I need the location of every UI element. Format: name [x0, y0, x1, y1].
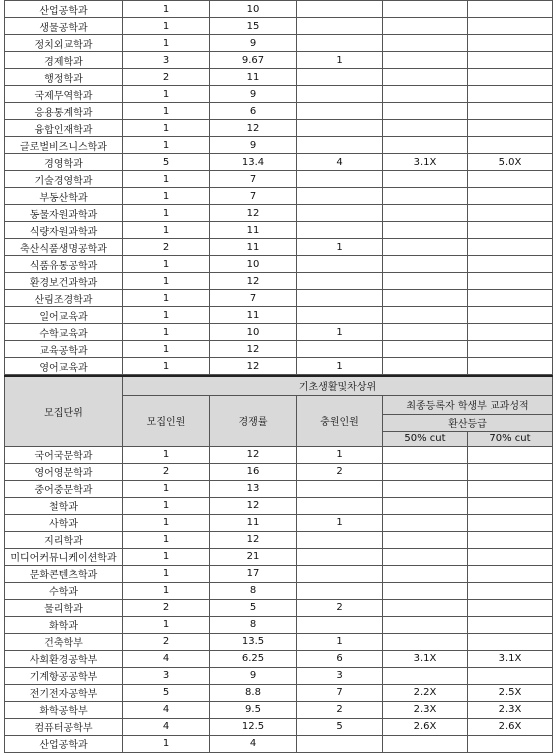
cut70-cell [468, 1, 553, 18]
competition-cell: 7 [210, 290, 297, 307]
competition-cell: 10 [210, 324, 297, 341]
extra-cell [297, 205, 383, 222]
extra-cell [297, 616, 383, 633]
cut70-cell [468, 341, 553, 358]
table-row [5, 103, 553, 120]
table-row [5, 188, 553, 205]
recruit-cell: 1 [123, 582, 210, 599]
top-table-body [5, 1, 553, 375]
table-row [5, 35, 553, 52]
cut70-cell: 2.3X [468, 701, 553, 718]
cut70-cell [468, 86, 553, 103]
table-row [5, 290, 553, 307]
unit-cell: 정치외교학과 [5, 35, 123, 52]
unit-cell: 화학과 [5, 616, 123, 633]
cut50-cell [383, 18, 468, 35]
table-row [5, 52, 553, 69]
extra-cell [297, 341, 383, 358]
cut50-cell [383, 1, 468, 18]
recruit-cell: 4 [123, 650, 210, 667]
competition-cell: 12 [210, 497, 297, 514]
recruit-cell: 1 [123, 324, 210, 341]
cut50-cell [383, 307, 468, 324]
table-row [5, 69, 553, 86]
extra-cell: 2 [297, 701, 383, 718]
competition-cell: 16 [210, 463, 297, 480]
competition-cell: 5 [210, 599, 297, 616]
recruit-cell: 1 [123, 531, 210, 548]
recruit-cell: 1 [123, 188, 210, 205]
cut70-cell: 5.0X [468, 154, 553, 171]
bottom-table [4, 375, 553, 753]
cut50-cell [383, 446, 468, 463]
unit-cell: 전기전자공학부 [5, 684, 123, 701]
cut50-cell [383, 290, 468, 307]
table-row [5, 718, 553, 735]
competition-cell: 11 [210, 69, 297, 86]
table-header [5, 376, 553, 446]
competition-cell: 12 [210, 341, 297, 358]
recruit-cell: 1 [123, 341, 210, 358]
cut50-header: 50% cut [383, 431, 468, 446]
table-row [5, 273, 553, 290]
unit-cell: 기술경영학과 [5, 171, 123, 188]
competition-header: 경쟁률 [210, 395, 297, 446]
extra-cell: 2 [297, 463, 383, 480]
recruit-cell: 1 [123, 565, 210, 582]
unit-cell: 동물자원과학과 [5, 205, 123, 222]
competition-cell: 11 [210, 514, 297, 531]
unit-cell: 교육공학과 [5, 341, 123, 358]
cut50-cell [383, 582, 468, 599]
unit-cell: 축산식품생명공학과 [5, 239, 123, 256]
cut50-cell: 3.1X [383, 650, 468, 667]
extra-cell [297, 137, 383, 154]
unit-cell: 영어영문학과 [5, 463, 123, 480]
table-row [5, 650, 553, 667]
cut50-cell [383, 171, 468, 188]
unit-cell: 국어국문학과 [5, 446, 123, 463]
recruit-cell: 2 [123, 69, 210, 86]
table-row [5, 307, 553, 324]
cut70-cell [468, 324, 553, 341]
cut50-cell [383, 188, 468, 205]
table-row [5, 633, 553, 650]
competition-cell: 9 [210, 137, 297, 154]
cut50-cell [383, 256, 468, 273]
table-row [5, 341, 553, 358]
table-row [5, 18, 553, 35]
competition-cell: 8 [210, 616, 297, 633]
competition-cell: 7 [210, 188, 297, 205]
competition-cell: 21 [210, 548, 297, 565]
cut50-cell [383, 514, 468, 531]
cut50-cell [383, 497, 468, 514]
cut70-cell [468, 480, 553, 497]
cut50-cell: 2.2X [383, 684, 468, 701]
table-row [5, 154, 553, 171]
unit-cell: 영어교육과 [5, 358, 123, 375]
recruit-cell: 3 [123, 667, 210, 684]
top-table [4, 0, 553, 375]
cut70-cell [468, 273, 553, 290]
recruit-cell: 5 [123, 684, 210, 701]
competition-cell: 12 [210, 120, 297, 137]
extra-cell [297, 548, 383, 565]
extra-cell: 1 [297, 324, 383, 341]
extra-cell [297, 480, 383, 497]
competition-cell: 13.5 [210, 633, 297, 650]
competition-cell: 7 [210, 171, 297, 188]
recruit-cell: 1 [123, 480, 210, 497]
recruit-cell: 1 [123, 273, 210, 290]
recruit-cell: 4 [123, 701, 210, 718]
recruit-cell: 1 [123, 307, 210, 324]
cut70-cell [468, 137, 553, 154]
unit-cell: 미디어커뮤니케이션학과 [5, 548, 123, 565]
extra-cell: 3 [297, 667, 383, 684]
competition-cell: 12 [210, 205, 297, 222]
extra-cell [297, 582, 383, 599]
unit-cell: 생물공학과 [5, 18, 123, 35]
table-row [5, 1, 553, 18]
cut50-cell [383, 599, 468, 616]
recruit-cell: 1 [123, 446, 210, 463]
extra-cell [297, 222, 383, 239]
unit-cell: 산업공학과 [5, 735, 123, 752]
competition-cell: 8.8 [210, 684, 297, 701]
unit-cell: 사회환경공학부 [5, 650, 123, 667]
cut70-cell [468, 446, 553, 463]
unit-cell: 일어교육과 [5, 307, 123, 324]
unit-cell: 지리학과 [5, 531, 123, 548]
cut70-cell [468, 222, 553, 239]
unit-cell: 화학공학부 [5, 701, 123, 718]
extra-header: 충원인원 [297, 395, 383, 446]
unit-header: 모집단위 [5, 376, 123, 446]
unit-cell: 문화콘텐츠학과 [5, 565, 123, 582]
recruit-cell: 1 [123, 18, 210, 35]
cut70-cell [468, 735, 553, 752]
cut70-cell [468, 599, 553, 616]
recruit-cell: 3 [123, 52, 210, 69]
cut70-cell [468, 103, 553, 120]
extra-cell [297, 86, 383, 103]
recruit-cell: 1 [123, 137, 210, 154]
cut70-cell [468, 548, 553, 565]
cut70-header: 70% cut [468, 431, 553, 446]
table-row [5, 239, 553, 256]
recruit-cell: 1 [123, 735, 210, 752]
unit-cell: 수학교육과 [5, 324, 123, 341]
cut70-cell: 2.6X [468, 718, 553, 735]
cut70-cell [468, 69, 553, 86]
extra-cell: 6 [297, 650, 383, 667]
extra-cell [297, 18, 383, 35]
bottom-table-body [5, 446, 553, 752]
unit-cell: 산림조경학과 [5, 290, 123, 307]
competition-cell: 11 [210, 239, 297, 256]
table-row [5, 256, 553, 273]
unit-cell: 식품유통공학과 [5, 256, 123, 273]
extra-cell [297, 735, 383, 752]
cut50-cell [383, 222, 468, 239]
competition-cell: 4 [210, 735, 297, 752]
table-row [5, 120, 553, 137]
recruit-cell: 2 [123, 599, 210, 616]
cut70-cell [468, 256, 553, 273]
table-row [5, 582, 553, 599]
competition-cell: 11 [210, 222, 297, 239]
extra-cell [297, 565, 383, 582]
unit-cell: 응용통계학과 [5, 103, 123, 120]
admissions-table-sheet [4, 0, 552, 753]
cut70-cell [468, 18, 553, 35]
table-row [5, 599, 553, 616]
unit-cell: 산업공학과 [5, 1, 123, 18]
extra-cell: 7 [297, 684, 383, 701]
cut70-cell [468, 290, 553, 307]
cut50-cell [383, 633, 468, 650]
extra-cell [297, 35, 383, 52]
unit-cell: 환경보건과학과 [5, 273, 123, 290]
extra-cell [297, 531, 383, 548]
extra-cell: 2 [297, 599, 383, 616]
cut50-cell [383, 137, 468, 154]
extra-cell: 1 [297, 358, 383, 375]
recruit-cell: 1 [123, 120, 210, 137]
table-row [5, 86, 553, 103]
cut70-cell [468, 514, 553, 531]
extra-cell [297, 273, 383, 290]
cut70-cell [468, 565, 553, 582]
competition-cell: 9 [210, 35, 297, 52]
extra-cell [297, 103, 383, 120]
cut50-cell [383, 273, 468, 290]
competition-cell: 13.4 [210, 154, 297, 171]
cut70-cell [468, 358, 553, 375]
recruit-cell: 1 [123, 171, 210, 188]
table-row [5, 358, 553, 375]
cut70-cell [468, 463, 553, 480]
recruit-cell: 2 [123, 633, 210, 650]
competition-cell: 13 [210, 480, 297, 497]
table-row [5, 616, 553, 633]
cut50-cell [383, 69, 468, 86]
competition-cell: 12 [210, 446, 297, 463]
cut70-cell [468, 307, 553, 324]
group-header: 기초생활및차상위 [123, 376, 553, 395]
extra-cell [297, 1, 383, 18]
competition-cell: 12 [210, 273, 297, 290]
unit-cell: 부동산학과 [5, 188, 123, 205]
unit-cell: 컴퓨터공학부 [5, 718, 123, 735]
table-row [5, 514, 553, 531]
extra-cell [297, 307, 383, 324]
unit-cell: 물리학과 [5, 599, 123, 616]
table-row [5, 565, 553, 582]
unit-cell: 철학과 [5, 497, 123, 514]
cut50-cell [383, 52, 468, 69]
table-row [5, 137, 553, 154]
table-row [5, 171, 553, 188]
competition-cell: 12.5 [210, 718, 297, 735]
cut50-cell [383, 239, 468, 256]
table-row [5, 548, 553, 565]
cut50-cell [383, 205, 468, 222]
recruit-cell: 1 [123, 1, 210, 18]
cut50-cell [383, 86, 468, 103]
cut50-cell [383, 667, 468, 684]
competition-cell: 9 [210, 667, 297, 684]
table-row [5, 684, 553, 701]
cut50-cell [383, 735, 468, 752]
unit-cell: 식량자원과학과 [5, 222, 123, 239]
unit-cell: 융합인재학과 [5, 120, 123, 137]
table-row [5, 531, 553, 548]
competition-cell: 9.67 [210, 52, 297, 69]
table-row [5, 701, 553, 718]
cut50-cell [383, 548, 468, 565]
competition-cell: 12 [210, 531, 297, 548]
extra-cell [297, 497, 383, 514]
unit-cell: 사학과 [5, 514, 123, 531]
competition-cell: 6 [210, 103, 297, 120]
cut70-cell [468, 582, 553, 599]
recruit-cell: 5 [123, 154, 210, 171]
cut50-cell [383, 358, 468, 375]
cut50-cell [383, 103, 468, 120]
grade-title-2: 환산등급 [383, 414, 553, 431]
cut50-cell [383, 463, 468, 480]
recruit-cell: 1 [123, 35, 210, 52]
competition-cell: 15 [210, 18, 297, 35]
recruit-cell: 1 [123, 616, 210, 633]
table-row [5, 667, 553, 684]
extra-cell: 1 [297, 446, 383, 463]
cut50-cell [383, 324, 468, 341]
cut50-cell [383, 616, 468, 633]
grade-title-1: 최종등록자 학생부 교과성적 [383, 395, 553, 414]
cut50-cell [383, 35, 468, 52]
table-row [5, 324, 553, 341]
unit-cell: 수학과 [5, 582, 123, 599]
cut70-cell [468, 633, 553, 650]
cut50-cell [383, 480, 468, 497]
table-row [5, 205, 553, 222]
extra-cell: 1 [297, 239, 383, 256]
cut70-cell: 2.5X [468, 684, 553, 701]
recruit-cell: 2 [123, 463, 210, 480]
recruit-cell: 1 [123, 86, 210, 103]
cut70-cell [468, 188, 553, 205]
recruit-header: 모집인원 [123, 395, 210, 446]
unit-cell: 경영학과 [5, 154, 123, 171]
recruit-cell: 1 [123, 514, 210, 531]
cut50-cell [383, 565, 468, 582]
recruit-cell: 1 [123, 358, 210, 375]
cut50-cell [383, 120, 468, 137]
extra-cell: 1 [297, 514, 383, 531]
competition-cell: 8 [210, 582, 297, 599]
cut50-cell: 3.1X [383, 154, 468, 171]
cut70-cell [468, 205, 553, 222]
extra-cell [297, 69, 383, 86]
unit-cell: 행정학과 [5, 69, 123, 86]
extra-cell [297, 120, 383, 137]
cut70-cell [468, 35, 553, 52]
cut70-cell [468, 52, 553, 69]
table-row [5, 463, 553, 480]
extra-cell [297, 188, 383, 205]
competition-cell: 9.5 [210, 701, 297, 718]
cut70-cell [468, 239, 553, 256]
unit-cell: 중어중문학과 [5, 480, 123, 497]
extra-cell: 1 [297, 633, 383, 650]
table-row [5, 446, 553, 463]
recruit-cell: 1 [123, 103, 210, 120]
cut70-cell [468, 616, 553, 633]
unit-cell: 건축학부 [5, 633, 123, 650]
extra-cell: 5 [297, 718, 383, 735]
extra-cell: 4 [297, 154, 383, 171]
recruit-cell: 4 [123, 718, 210, 735]
table-row [5, 735, 553, 752]
cut70-cell [468, 120, 553, 137]
cut70-cell [468, 531, 553, 548]
competition-cell: 10 [210, 1, 297, 18]
unit-cell: 경제학과 [5, 52, 123, 69]
cut70-cell [468, 497, 553, 514]
unit-cell: 글로벌비즈니스학과 [5, 137, 123, 154]
recruit-cell: 1 [123, 205, 210, 222]
recruit-cell: 1 [123, 256, 210, 273]
recruit-cell: 1 [123, 290, 210, 307]
extra-cell: 1 [297, 52, 383, 69]
cut70-cell [468, 171, 553, 188]
recruit-cell: 1 [123, 548, 210, 565]
unit-cell: 국제무역학과 [5, 86, 123, 103]
extra-cell [297, 171, 383, 188]
cut50-cell: 2.3X [383, 701, 468, 718]
extra-cell [297, 290, 383, 307]
cut50-cell: 2.6X [383, 718, 468, 735]
competition-cell: 12 [210, 358, 297, 375]
extra-cell [297, 256, 383, 273]
cut70-cell [468, 667, 553, 684]
recruit-cell: 1 [123, 497, 210, 514]
competition-cell: 6.25 [210, 650, 297, 667]
competition-cell: 17 [210, 565, 297, 582]
cut50-cell [383, 341, 468, 358]
competition-cell: 10 [210, 256, 297, 273]
cut70-cell: 3.1X [468, 650, 553, 667]
unit-cell: 기계항공공학부 [5, 667, 123, 684]
table-row [5, 222, 553, 239]
competition-cell: 9 [210, 86, 297, 103]
recruit-cell: 1 [123, 222, 210, 239]
table-row [5, 497, 553, 514]
competition-cell: 11 [210, 307, 297, 324]
recruit-cell: 2 [123, 239, 210, 256]
table-row [5, 480, 553, 497]
cut50-cell [383, 531, 468, 548]
